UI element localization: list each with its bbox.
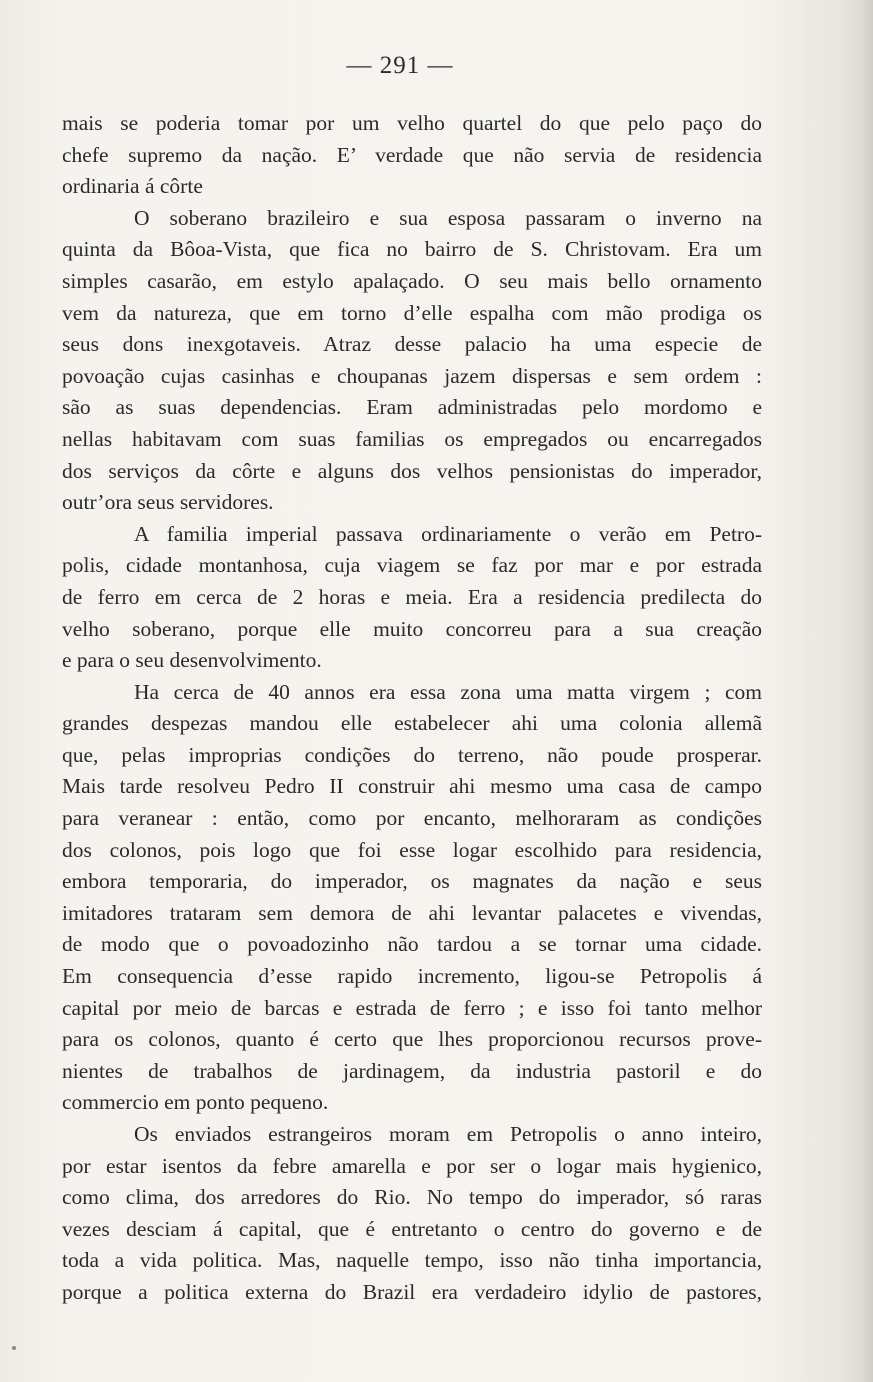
text-line: por estar isentos da febre amarella e por ser o logar mais hygienico, [62, 1153, 762, 1178]
text-line: de modo que o povoadozinho não tardou a se tornar uma cidade. [62, 932, 762, 957]
text-line: imitadores trataram sem demora de ahi levantar palacetes e vivendas, [62, 900, 762, 925]
text-line: Mais tarde resolveu Pedro II construir ahi mesmo uma casa de campo [62, 774, 762, 799]
text-line: para veranear : então, como por encanto, melhoraram as condições [62, 806, 762, 831]
text-line: Os enviados estrangeiros moram em Petropolis o anno inteiro, [134, 1122, 762, 1146]
text-line: simples casarão, em estylo apalaçado. O seu mais bello ornamento [62, 268, 762, 293]
text-line: que, pelas improprias condições do terreno, não poude prosperar. [62, 742, 762, 767]
text-line: O soberano brazileiro e sua esposa passaram o inverno na [134, 205, 762, 230]
text-line: embora temporaria, do imperador, os magnates da nação e seus [62, 869, 762, 894]
paper-speck [12, 1346, 16, 1350]
body-text [62, 108, 762, 1309]
text-line: commercio em ponto pequeno. [62, 1090, 329, 1115]
text-line: dos colonos, pois logo que foi esse logar escolhido para residencia, [62, 837, 762, 862]
text-line: toda a vida politica. Mas, naquelle tempo, isso não tinha importancia, [62, 1248, 762, 1273]
text-line: povoação cujas casinhas e choupanas jazem dispersas e sem ordem : [62, 363, 762, 388]
text-line: de ferro em cerca de 2 horas e meia. Era a residencia predilecta do [62, 584, 762, 609]
text-line: chefe supremo da nação. E’ verdade que não servia de residencia [62, 142, 762, 167]
page-edge-shadow [863, 0, 873, 1382]
text-line: como clima, dos arredores do Rio. No tempo do imperador, só raras [62, 1185, 762, 1210]
text-line: outr’ora seus servidores. [62, 490, 274, 515]
page-number: — 291 — [346, 52, 454, 79]
text-line: capital por meio de barcas e estrada de ferro ; e isso foi tanto melhor [62, 995, 762, 1020]
text-line: vezes desciam á capital, que é entretanto o centro do governo e de [62, 1216, 762, 1241]
text-line: quinta da Bôoa-Vista, que fica no bairro de S. Christovam. Era um [62, 237, 762, 262]
text-line: e para o seu desenvolvimento. [62, 648, 322, 673]
text-line: mais se poderia tomar por um velho quartel do que pelo paço do [62, 111, 762, 135]
text-line: grandes despezas mandou elle estabelecer ahi uma colonia allemã [62, 711, 762, 736]
text-line: para os colonos, quanto é certo que lhes proporcionou recursos prove- [62, 1027, 762, 1052]
text-line: seus dons inexgotaveis. Atraz desse palacio ha uma especie de [62, 332, 762, 357]
text-line: são as suas dependencias. Eram administradas pelo mordomo e [62, 395, 762, 420]
text-line: polis, cidade montanhosa, cuja viagem se faz por mar e por estrada [62, 553, 762, 578]
text-line: porque a politica externa do Brazil era verdadeiro idylio de pastores, [62, 1279, 762, 1304]
text-line: Ha cerca de 40 annos era essa zona uma matta virgem ; com [134, 679, 762, 704]
text-line: vem da natureza, que em torno d’elle espalha com mão prodiga os [62, 300, 762, 325]
text-line: velho soberano, porque elle muito concorreu para a sua creação [62, 616, 762, 641]
text-line: ordinaria á côrte [62, 174, 203, 199]
text-line: A familia imperial passava ordinariamente o verão em Petro- [134, 521, 762, 546]
text-line: nellas habitavam com suas familias os empregados ou encarregados [62, 426, 762, 451]
text-line: Em consequencia d’esse rapido incremento, ligou-se Petropolis á [62, 964, 762, 989]
text-line: nientes de trabalhos de jardinagem, da industria pastoril e do [62, 1058, 762, 1083]
text-line: dos serviços da côrte e alguns dos velhos pensionistas do imperador, [62, 458, 762, 483]
